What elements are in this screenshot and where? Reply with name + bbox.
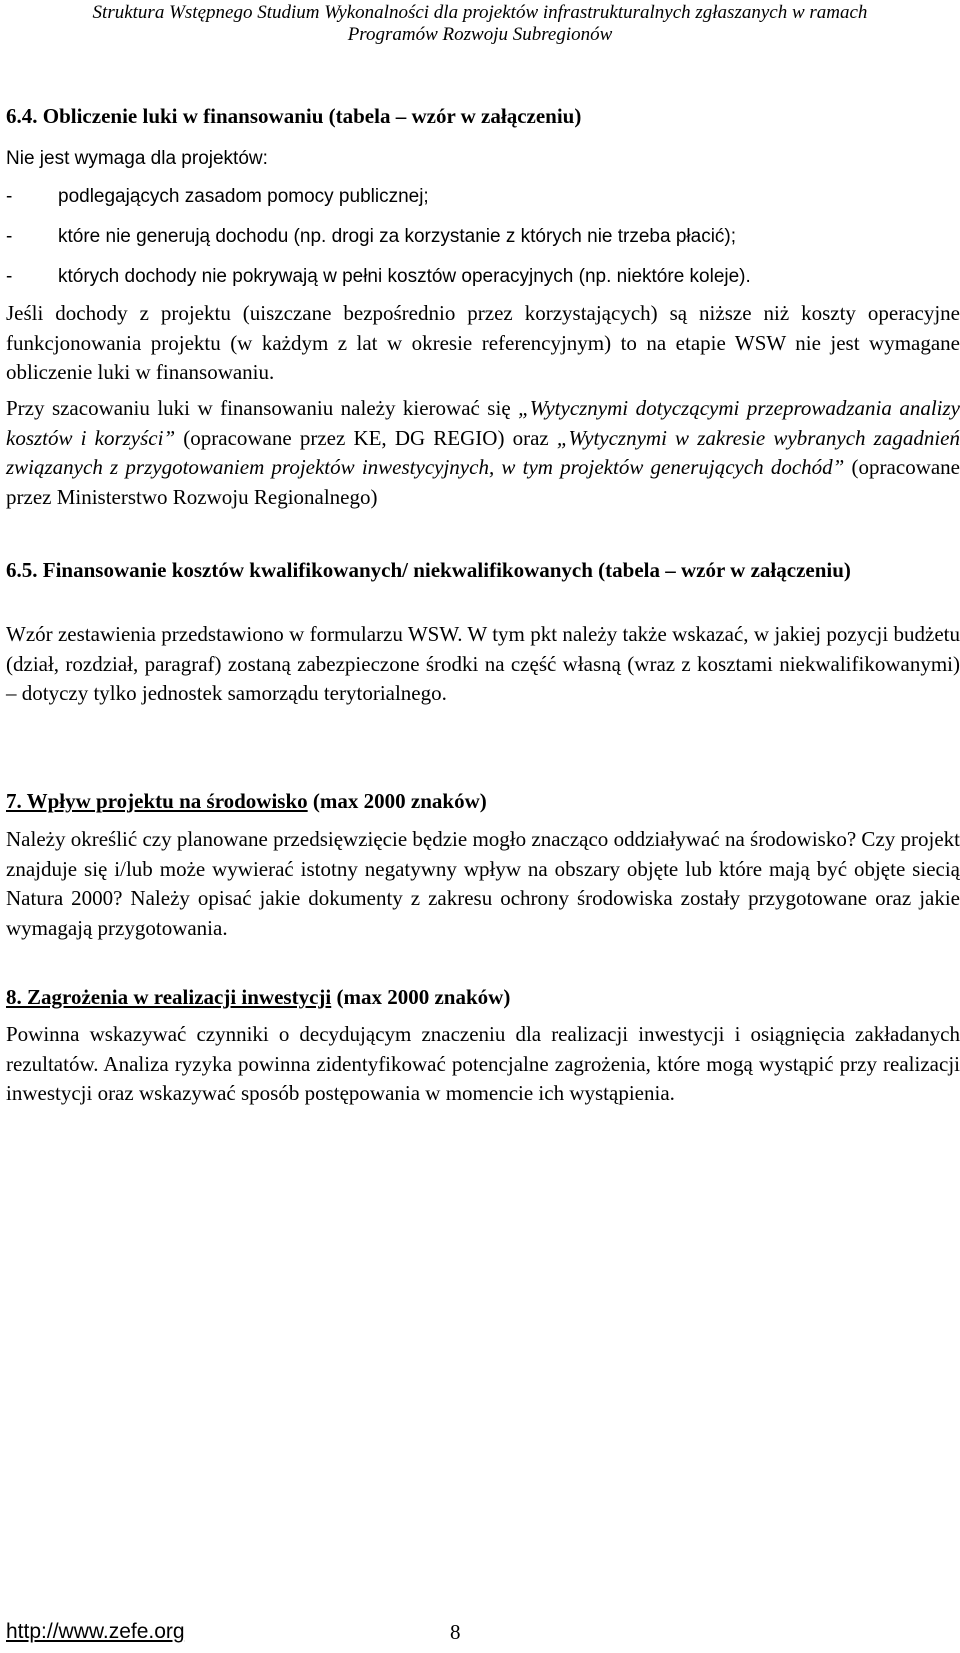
- guideline-title-1: „Wytycznymi dotyczącymi przeprowadzania analizy kosztów i korzyści”: [6, 396, 960, 450]
- guideline-title-2: „Wytycznymi w zakresie wybranych zagadnień związanych z przygotowaniem projektów inwestycyjnych, w tym projektów generujących dochód”: [6, 425, 960, 479]
- section-6-4-heading: 6.4. Obliczenie luki w finansowaniu (tabela – wzór w załączeniu): [6, 104, 582, 128]
- section-7-paragraph: Należy określić czy planowane przedsięwzięcie będzie mogło znacząco oddziaływać na środowisko? Czy projekt znajduje się i/lub może wywierać istotny negatywny wpływ na obszary objęte lub które mają być objęte siecią Natura 2000? Należy opisać jakie dokumenty z zakresu ochrony środowiska zostały przygotowane oraz jakie wymagają przygotowania.: [6, 827, 960, 940]
- section-6-4-paragraph-1: Jeśli dochody z projektu (uiszczane bezpośrednio przez korzystających) są niższe niż koszty operacyjne funkcjonowania projektu (w każdym z lat w okresie referencyjnym) to na etapie WSW nie jest wymagane obliczenie luki w finansowaniu.: [6, 301, 960, 384]
- section-6-4-paragraph-2: [6, 394, 960, 512]
- section-8-limit: (max 2000 znaków): [331, 985, 511, 1009]
- running-header-line-2: Programów Rozwoju Subregionów: [347, 24, 613, 45]
- list-item-text: podlegających zasadom pomocy publicznej;: [58, 186, 429, 207]
- section-7-limit: (max 2000 znaków): [307, 789, 487, 813]
- section-8-title: 8. Zagrożenia w realizacji inwestycji: [6, 985, 332, 1009]
- section-6-5-paragraph: Wzór zestawienia przedstawiono w formularzu WSW. W tym pkt należy także wskazać, w jakiej pozycji budżetu (dział, rozdział, paragraf) zostaną zabezpieczone środki na część własną (wraz z kosztami niekwalifikowanymi) – dotyczy tylko jednostek samorządu terytorialnego.: [6, 622, 960, 705]
- paragraph-text: Przy szacowaniu luki w finansowaniu należy kierować się: [6, 396, 519, 420]
- section-8-heading: [6, 983, 960, 1011]
- list-item: - podlegających zasadom pomocy publicznej;: [6, 186, 429, 207]
- running-header-line-1: Struktura Wstępnego Studium Wykonalności dla projektów infrastrukturalnych zgłaszanych w ramach: [92, 2, 868, 23]
- section-8-paragraph: Powinna wskazywać czynniki o decydującym znaczeniu dla realizacji inwestycji i osiągnięcia zakładanych rezultatów. Analiza ryzyka powinna zidentyfikować potencjalne zagrożenia, które mogą wystąpić przy realizacji inwestycji oraz wskazywać sposób postępowania w momencie ich wystąpienia.: [6, 1022, 960, 1105]
- section-7-title: 7. Wpływ projektu na środowisko: [6, 789, 308, 813]
- section-6-5-heading: 6.5. Finansowanie kosztów kwalifikowanych/ niekwalifikowanych (tabela – wzór w załączeniu): [6, 558, 851, 582]
- list-item-text: których dochody nie pokrywają w pełni kosztów operacyjnych (np. niektóre koleje).: [58, 266, 751, 287]
- paragraph-text: (opracowane przez Ministerstwo Rozwoju Regionalnego): [6, 455, 960, 509]
- page-number: 8: [450, 1620, 461, 1644]
- footer-link[interactable]: http://www.zefe.org: [6, 1620, 185, 1643]
- paragraph-text: (opracowane przez KE, DG REGIO) oraz: [175, 425, 557, 450]
- list-item: - które nie generują dochodu (np. drogi za korzystanie z których nie trzeba płacić);: [6, 226, 737, 247]
- section-6-4-intro: Nie jest wymaga dla projektów:: [6, 148, 268, 169]
- section-7-heading: [6, 787, 960, 815]
- list-item-text: które nie generują dochodu (np. drogi za korzystanie z których nie trzeba płacić);: [58, 226, 737, 247]
- list-item: - których dochody nie pokrywają w pełni kosztów operacyjnych (np. niektóre koleje).: [6, 266, 751, 287]
